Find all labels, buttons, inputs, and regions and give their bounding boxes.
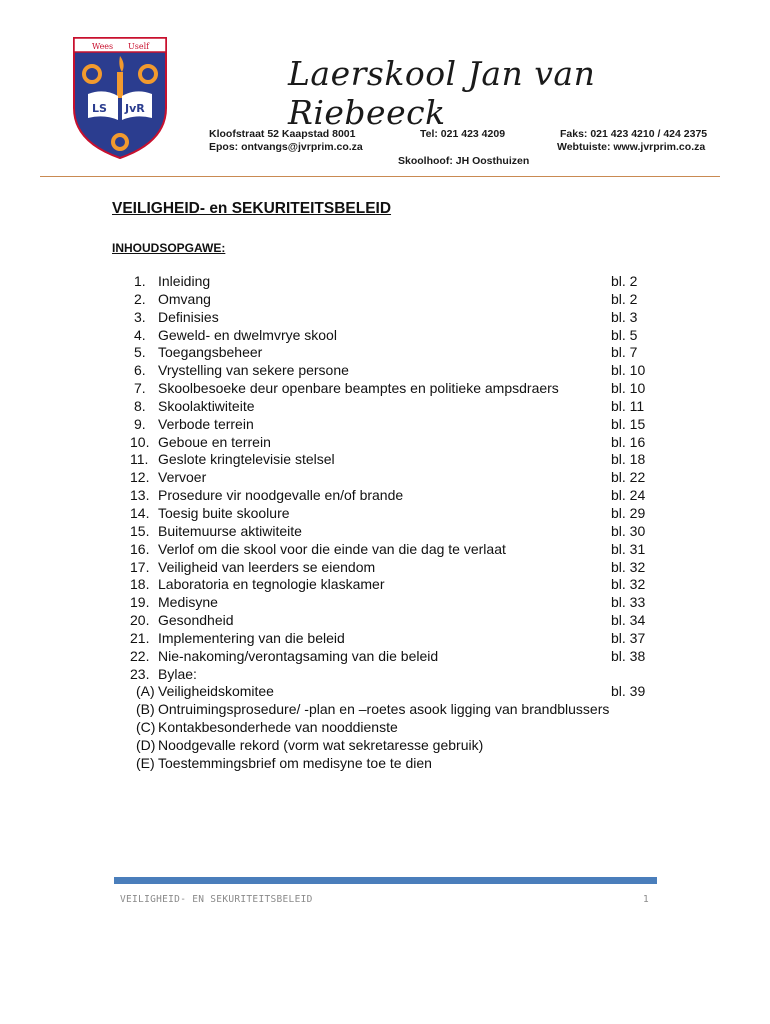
school-crest-logo xyxy=(70,30,170,162)
toc-entry-title: Skoolaktiwiteite xyxy=(158,397,255,414)
toc-entry-page: bl. 2 xyxy=(611,290,638,307)
toc-entry-number: 7. xyxy=(134,380,146,397)
toc-entry-page: bl. 24 xyxy=(611,487,646,504)
toc-entry-number: 3. xyxy=(134,308,146,325)
toc-entry-number: 14. xyxy=(130,504,150,521)
toc-entry-number: 1. xyxy=(134,273,146,289)
toc-entry-page: bl. 31 xyxy=(611,540,646,557)
toc-entry-page: bl. 2 xyxy=(611,273,638,289)
toc-entry-page: bl. 10 xyxy=(611,380,646,397)
toc-entry-number: (D) xyxy=(136,736,156,753)
toc-entry-page: bl. 11 xyxy=(611,397,645,414)
toc-entry-page: bl. 38 xyxy=(611,647,646,664)
toc-entry-title: Toegangsbeheer xyxy=(158,344,263,361)
phone: Tel: 021 423 4209 xyxy=(420,128,506,140)
toc-entry-number: 9. xyxy=(134,415,146,432)
toc-entry-number: 16. xyxy=(130,540,150,557)
toc-entry-title: Verbode terrein xyxy=(158,415,254,432)
toc-entry-title: Skoolbesoeke deur openbare beamptes en politieke ampsdraers xyxy=(158,380,559,397)
toc-entry-title: Bylae: xyxy=(158,665,197,682)
toc-entry-number: 23. xyxy=(130,665,150,682)
crest-motto-right: Uself xyxy=(128,42,150,51)
email: Epos: ontvangs@jvrprim.co.za xyxy=(209,141,363,153)
footer-document-title: VEILIGHEID- EN SEKURITEITSBELEID xyxy=(120,894,313,905)
crest-monogram-left: LS xyxy=(92,102,107,115)
toc-entry xyxy=(112,683,672,701)
toc-entry-number: 10. xyxy=(130,433,150,450)
toc-entry-number: 8. xyxy=(134,397,146,414)
toc-entry xyxy=(112,398,672,416)
footer-bar xyxy=(114,877,657,884)
toc-entry-number: (C) xyxy=(136,719,156,736)
toc-entry-title: Gesondheid xyxy=(158,612,234,629)
toc-entry-title: Kontakbesonderhede van nooddienste xyxy=(158,719,398,736)
toc-heading: INHOUDSOPGAWE: xyxy=(112,241,226,255)
toc-entry-page: bl. 15 xyxy=(611,415,646,432)
toc-entry xyxy=(112,344,672,362)
toc-entry-title: Geslote kringtelevisie stelsel xyxy=(158,451,335,468)
toc-entry-title: Geweld- en dwelmvrye skool xyxy=(158,326,337,343)
toc-entry-page: bl. 37 xyxy=(611,629,646,646)
toc-entry-number: (A) xyxy=(136,683,155,700)
toc-entry xyxy=(112,666,672,684)
toc-entry-page: bl. 3 xyxy=(611,308,638,325)
toc-entry-page: bl. 18 xyxy=(611,451,646,468)
toc-entry-page: bl. 16 xyxy=(611,433,646,450)
fax: Faks: 021 423 4210 / 424 2375 xyxy=(560,128,708,140)
toc-entry-title: Implementering van die beleid xyxy=(158,629,345,646)
header-divider xyxy=(40,176,720,177)
principal: Skoolhoof: JH Oosthuizen xyxy=(398,155,530,167)
toc-entry-number: 15. xyxy=(130,522,150,539)
toc-entry xyxy=(112,309,672,327)
toc-entry-page: bl. 34 xyxy=(611,612,646,629)
address: Kloofstraat 52 Kaapstad 8001 xyxy=(209,128,356,140)
document-title: VEILIGHEID- en SEKURITEITSBELEID xyxy=(112,200,392,217)
toc-entry-page: bl. 29 xyxy=(611,504,646,521)
toc-entry xyxy=(112,327,672,345)
toc-entry-title: Medisyne xyxy=(158,594,218,611)
toc-entry xyxy=(112,451,672,469)
crest-monogram-right: JvR xyxy=(125,102,145,115)
toc-entry-number: 22. xyxy=(130,647,150,664)
toc-entry-page: bl. 33 xyxy=(611,594,646,611)
toc-entry-title: Definisies xyxy=(158,308,219,325)
toc-entry-title: Nie-nakoming/verontagsaming van die beleid xyxy=(158,647,439,664)
toc-entry xyxy=(112,612,672,630)
toc-entry xyxy=(112,434,672,452)
toc-entry-page: bl. 22 xyxy=(611,469,646,486)
toc-entry-title: Laboratoria en tegnologie klaskamer xyxy=(158,576,385,593)
toc-entry-number: 21. xyxy=(130,629,150,646)
toc-entry-number: 4. xyxy=(134,326,146,343)
toc-entry xyxy=(112,291,672,309)
toc-entry xyxy=(112,648,672,666)
toc-entry xyxy=(112,541,672,559)
toc-entry-title: Vrystelling van sekere persone xyxy=(158,362,349,379)
toc-entry-number: 13. xyxy=(130,487,150,504)
toc-entry-title: Vervoer xyxy=(158,469,207,486)
toc-entry-number: 6. xyxy=(134,362,146,379)
toc-entry-title: Geboue en terrein xyxy=(158,433,271,450)
toc-entry-number: 17. xyxy=(130,558,150,575)
toc-entry-page: bl. 32 xyxy=(611,576,646,593)
toc-entry-number: 18. xyxy=(130,576,150,593)
website: Webtuiste: www.jvrprim.co.za xyxy=(557,141,706,153)
toc-entry-page: bl. 5 xyxy=(611,326,638,343)
toc-entry-title: Veiligheidskomitee xyxy=(158,683,274,700)
toc-entry-number: (B) xyxy=(136,701,155,718)
toc-entry xyxy=(112,594,672,612)
toc-entry-title: Toesig buite skoolure xyxy=(158,504,290,521)
toc-entry xyxy=(112,719,672,737)
toc-entry-title: Noodgevalle rekord (vorm wat sekretaresse gebruik) xyxy=(158,736,484,753)
crest-motto-left: Wees xyxy=(92,42,114,51)
toc-entry-title: Verlof om die skool voor die einde van die dag te verlaat xyxy=(158,540,506,557)
toc-entry xyxy=(112,469,672,487)
toc-entry xyxy=(112,559,672,577)
toc-entry-number: 20. xyxy=(130,612,150,629)
toc-entry xyxy=(112,416,672,434)
school-name: Laerskool Jan van Riebeeck xyxy=(288,54,596,132)
toc-entry-title: Toestemmingsbrief om medisyne toe te dien xyxy=(158,754,432,771)
toc-entry-number: 5. xyxy=(134,344,146,361)
toc-entry xyxy=(112,523,672,541)
toc-entry-number: (E) xyxy=(136,754,155,771)
toc-entry-page: bl. 7 xyxy=(611,344,638,361)
toc-entry xyxy=(112,505,672,523)
toc-entry-title: Ontruimingsprosedure/ -plan en –roetes asook ligging van brandblussers xyxy=(158,701,610,718)
toc-entry-title: Veiligheid van leerders se eiendom xyxy=(158,558,376,575)
toc-entry xyxy=(112,273,672,291)
toc-entry xyxy=(112,487,672,505)
toc-entry-title: Inleiding xyxy=(158,273,211,289)
toc-entry xyxy=(112,755,672,773)
toc-entry-page: bl. 30 xyxy=(611,522,646,539)
toc-entry-number: 2. xyxy=(134,290,146,307)
toc-entry xyxy=(112,630,672,648)
toc-entry-title: Prosedure vir noodgevalle en/of brande xyxy=(158,487,404,504)
table-of-contents xyxy=(112,273,672,773)
toc-entry xyxy=(112,701,672,719)
page-number: 1 xyxy=(643,894,649,905)
toc-entry-title: Buitemuurse aktiwiteite xyxy=(158,522,302,539)
toc-entry-page: bl. 39 xyxy=(611,683,646,700)
toc-entry xyxy=(112,737,672,755)
toc-entry-number: 12. xyxy=(130,469,150,486)
toc-entry-page: bl. 10 xyxy=(611,362,646,379)
toc-entry xyxy=(112,362,672,380)
toc-entry-page: bl. 32 xyxy=(611,558,646,575)
toc-entry-number: 11. xyxy=(130,451,149,468)
toc-entry xyxy=(112,576,672,594)
toc-entry-title: Omvang xyxy=(158,290,211,307)
toc-entry xyxy=(112,380,672,398)
toc-entry-number: 19. xyxy=(130,594,150,611)
